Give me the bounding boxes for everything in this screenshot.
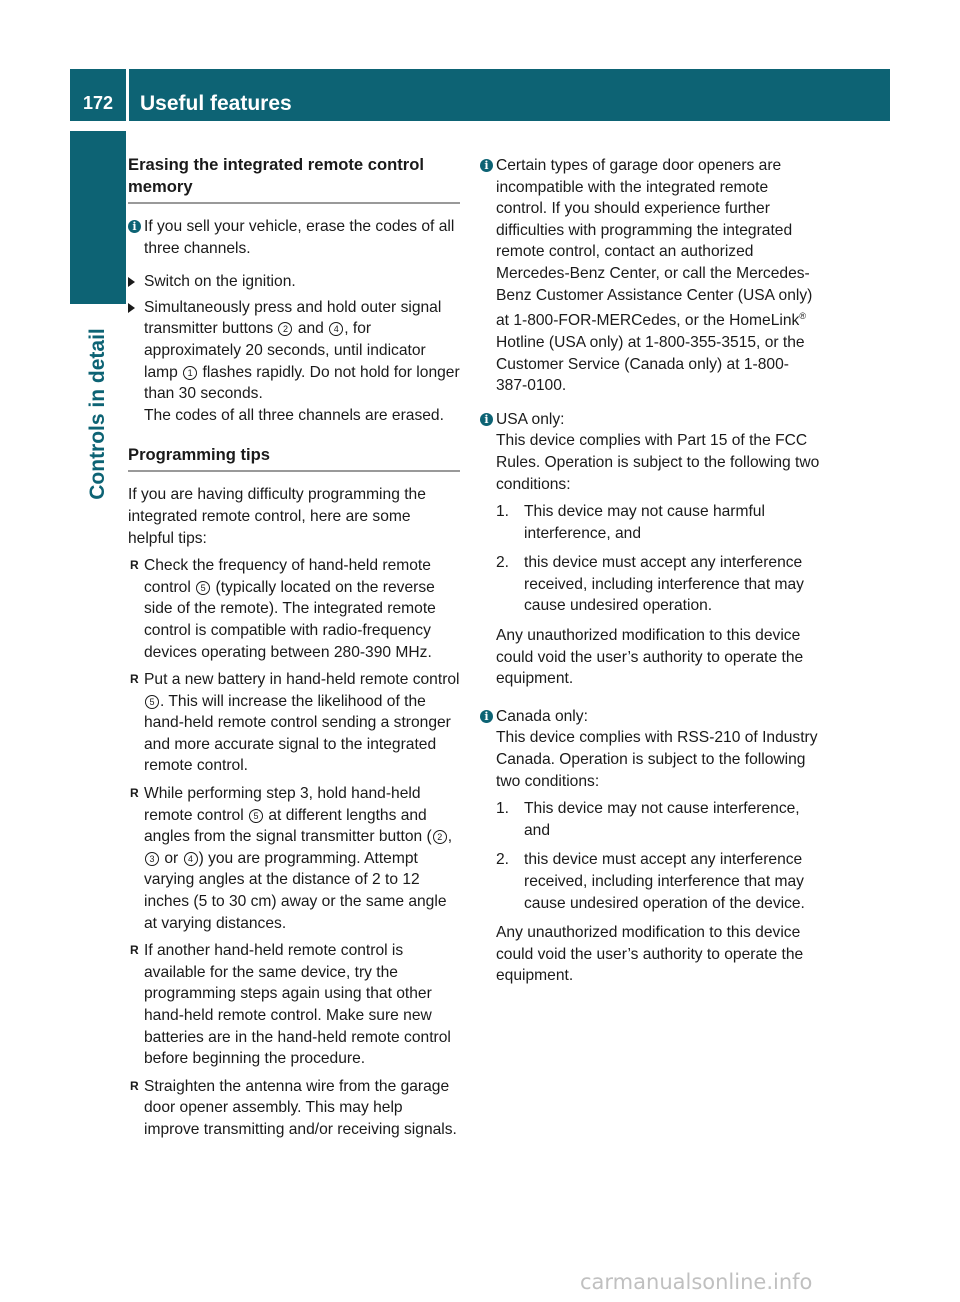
list-item-text: This device may not cause harmful interference, and <box>524 503 765 542</box>
garage-info <box>480 150 820 397</box>
list-item-text: This device may not cause interference, and <box>524 800 800 839</box>
usa-conditions <box>496 501 820 617</box>
bullet-icon: R <box>130 558 139 573</box>
callout-5-icon: 5 <box>145 695 159 709</box>
canada-info <box>480 706 820 987</box>
list-item <box>496 552 820 617</box>
tip-text: ) you are programming. Attempt varying angles at the distance of 2 to 12 inches (5 to 30 cm) away or the same angle at varying distances. <box>144 849 447 932</box>
usa-title: USA only: <box>496 410 565 428</box>
garage-info-text: Hotline (USA only) at 1-800-355-3515, or the Customer Service (Canada only) at 1-800-387-0100. <box>496 333 805 395</box>
tips-intro: If you are having difficulty programming the integrated remote control, here are some helpful tips: <box>128 486 426 547</box>
bullet-icon: R <box>130 1078 139 1093</box>
list-number: 2. <box>496 554 510 572</box>
triangle-icon <box>128 303 135 313</box>
list-number: 1. <box>496 800 510 818</box>
side-tab <box>70 131 126 304</box>
tips-heading: Programming tips <box>128 440 460 472</box>
callout-4-icon: 4 <box>329 322 343 336</box>
tip-text: , <box>447 828 453 846</box>
bullet-icon: R <box>130 672 139 687</box>
list-item <box>496 798 820 841</box>
canada-conditions <box>496 798 820 914</box>
callout-3-icon: 3 <box>145 852 159 866</box>
tip-text: Check the frequency of hand-held remote control <box>144 557 431 596</box>
callout-2-icon: 2 <box>278 322 292 336</box>
callout-4-icon: 4 <box>184 852 198 866</box>
info-icon: i <box>480 413 493 426</box>
tip-text: Put a new battery in hand-held remote control <box>144 671 460 689</box>
usa-footer: Any unauthorized modification to this device could void the user’s authority to operate the equipment. <box>496 627 804 688</box>
tip-text: While performing step 3, hold hand-held remote control <box>144 785 421 824</box>
tip-text: If another hand-held remote control is available for the same device, try the programming steps again using that other hand-held remote control. Make sure new batteries are in the hand-held remote control before beginning the procedure. <box>144 942 451 1068</box>
side-label-text: Controls in detail <box>86 328 109 500</box>
step-text: and <box>297 320 324 338</box>
tip-text: . This will increase the likelihood of the hand-held remote control sending a stronger and more accurate signal to the integrated remote control. <box>144 692 451 775</box>
right-column <box>480 150 820 999</box>
tip-text: Straighten the antenna wire from the garage door opener assembly. This may help improve transmitting and/or receiving signals. <box>144 1077 457 1138</box>
watermark: carmanualsonline.info <box>580 1270 813 1294</box>
step-text: Switch on the ignition. <box>144 273 296 291</box>
side-label <box>70 304 126 524</box>
info-icon: i <box>480 159 493 172</box>
page-title: Useful features <box>140 92 292 115</box>
step-item <box>128 271 460 293</box>
list-number: 2. <box>496 851 510 869</box>
tip-text: (typically located on the reverse side of the remote). The integrated remote control is compatible with radio-frequency devices operating between 280-390 MHz. <box>144 578 436 661</box>
list-item-text: this device must accept any interference received, including interference that may cause undesired operation. <box>524 554 804 615</box>
list-item <box>128 669 460 777</box>
erase-heading: Erasing the integrated remote control memory <box>128 150 460 204</box>
callout-1-icon: 1 <box>183 366 197 380</box>
header-divider <box>126 69 129 121</box>
erase-info-text: If you sell your vehicle, erase the codes of all three channels. <box>144 218 455 257</box>
list-item <box>496 849 820 914</box>
list-item <box>128 555 460 663</box>
list-item-text: this device must accept any interference received, including interference that may cause undesired operation of the device. <box>524 851 805 912</box>
step-item <box>128 297 460 427</box>
canada-footer: Any unauthorized modification to this device could void the user’s authority to operate the equipment. <box>496 924 804 985</box>
canada-text: This device complies with RSS-210 of Industry Canada. Operation is subject to the following two conditions: <box>496 729 818 790</box>
callout-2-icon: 2 <box>433 830 447 844</box>
registered-mark: ® <box>799 311 806 322</box>
step-text: , for approximately 20 seconds, until indicator lamp <box>144 320 426 381</box>
usa-info <box>480 409 820 690</box>
info-icon: i <box>128 220 141 233</box>
bullet-icon: R <box>130 943 139 958</box>
page-number: 172 <box>82 93 114 113</box>
left-column <box>128 150 460 1147</box>
list-item <box>128 940 460 1070</box>
list-item <box>128 783 460 934</box>
callout-5-icon: 5 <box>196 581 210 595</box>
bullet-icon: R <box>130 786 139 801</box>
info-icon: i <box>480 710 493 723</box>
list-item <box>496 501 820 544</box>
triangle-icon <box>128 277 135 287</box>
usa-text: This device complies with Part 15 of the FCC Rules. Operation is subject to the following two conditions: <box>496 432 820 493</box>
garage-info-text: Certain types of garage door openers are incompatible with the integrated remote control. If you should experience further difficulties with programming the integrated remote control, contact an authorized Mercedes-Benz Center, or call the Mercedes-Benz Customer Assistance Center (USA only) at 1-800-FOR-MERCedes, or the HomeLink <box>496 157 813 330</box>
tip-text: at different lengths and angles from the signal transmitter button ( <box>144 806 432 846</box>
callout-5-icon: 5 <box>249 809 263 823</box>
step-text: flashes rapidly. Do not hold for longer than 30 seconds. <box>144 363 460 403</box>
list-number: 1. <box>496 503 510 521</box>
step-text: Simultaneously press and hold outer signal transmitter buttons <box>144 298 442 338</box>
list-item <box>128 1076 460 1141</box>
tip-text: or <box>164 849 179 867</box>
canada-title: Canada only: <box>496 707 588 725</box>
step-result: The codes of all three channels are erased. <box>144 406 444 424</box>
erase-info <box>128 216 460 259</box>
